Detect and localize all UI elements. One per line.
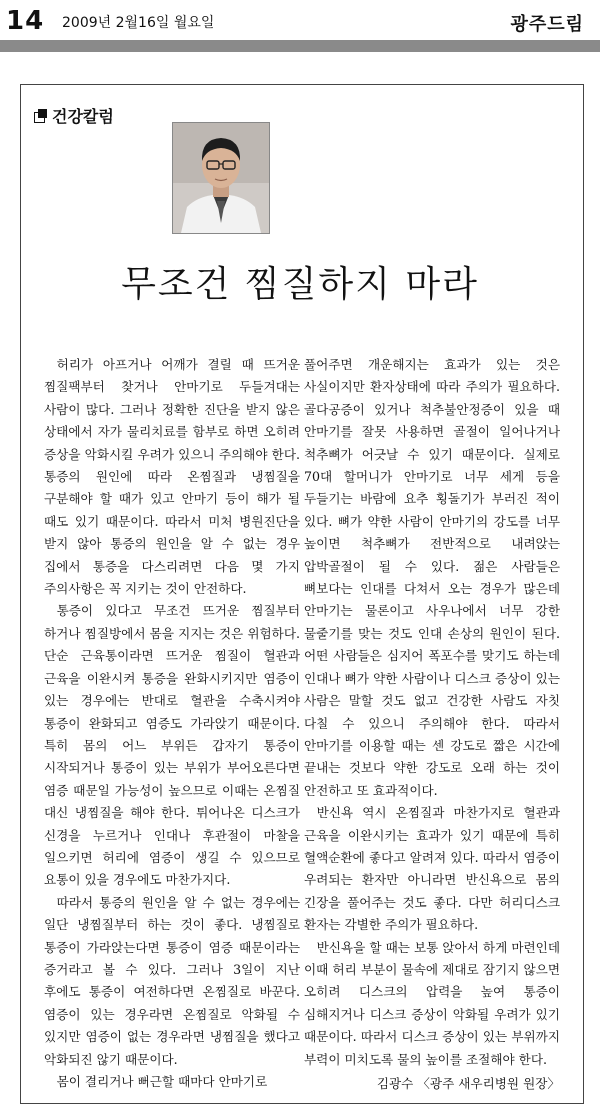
article-column-right bbox=[304, 354, 560, 1095]
article-paragraph: 통증이 있다고 무조건 뜨거운 찜질부터 하거나 찜질방에서 몸을 지지는 것은 위험하다. 단순 근육통이라면 뜨거운 찜질이 혈관과 근육을 이완시켜 통증을 완화시키지만 염증이 있는 경우에는 반대로 혈관을 수축시켜야 통증이 완화되고 염증도 가라앉기 때문이다. 특히 몸의 어느 부위든 갑자기 통증이 시작되거나 통증이 있는 부위가 부어오른다면 염증 때문일 가능성이 높으므로 이때는 온찜질 대신 냉찜질을 해야 한다. 튀어나온 디스크가 신경을 누르거나 인대나 후관절이 마찰을 일으키면 허리에 염증이 생길 수 있으므로 요통이 있을 경우에도 마찬가지다. bbox=[44, 603, 300, 888]
article-paragraph: 반신욕 역시 온찜질과 마찬가지로 혈관과 근육을 이완시키는 효과가 있기 때문에 특히 혈액순환에 좋다고 알려져 있다. 따라서 염증이 우려되는 환자만 아니라면 반신욕으로 몸의 긴장을 풀어주는 것도 좋다. 다만 허리디스크 환자는 각별한 주의가 필요하다. bbox=[304, 805, 560, 933]
article-paragraph: 풀어주면 개운해지는 효과가 있는 것은 사실이지만 환자상태에 따라 주의가 필요하다. 골다공증이 있거나 척추불안정증이 있을 때 안마기를 잘못 사용하면 골절이 일어나거나 척추뼈가 어긋날 수 있기 때문이다. 실제로 70대 할머니가 안마기로 너무 세게 등을 두들기는 바람에 요추 횡돌기가 부러진 적이 있다. 뼈가 약한 사람이 안마기의 강도를 너무 높이면 척추뼈가 전반적으로 내려앉는 압박골절이 될 수 있다. 젊은 사람들은 뼈보다는 인대를 다쳐서 오는 경우가 많은데 안마기는 물론이고 사우나에서 너무 강한 물줄기를 맞는 것도 인대 손상의 원인이 된다. 어떤 사람들은 심지어 폭포수를 맞기도 하는데 인대나 뼈가 약한 사람이나 디스크 증상이 있는 사람은 말할 것도 없고 건강한 사람도 자칫 다칠 수 있으니 주의해야 한다. 따라서 안마기를 이용할 때는 센 강도로 짧은 시간에 끝내는 것보다 약한 강도로 오래 하는 것이 안전하고 또 효과적이다. bbox=[304, 357, 560, 798]
header-rule bbox=[0, 40, 600, 52]
author-byline: 김광수 〈광주 새우리병원 원장〉 bbox=[376, 1076, 560, 1091]
article-paragraph: 반신욕을 할 때는 보통 앉아서 하게 마련인데 이때 허리 부분이 물속에 제대로 잠기지 않으면 오히려 디스크의 압력을 높여 통증이 심해지거나 디스크 증상이 악화될 우려가 있기 때문이다. 따라서 디스크 증상이 있는 부위까지 부력이 미치도록 물의 높이를 조절해야 한다. bbox=[304, 939, 560, 1067]
article-paragraph: 따라서 통증의 원인을 알 수 없는 경우에는 일단 냉찜질부터 하는 것이 좋다. 냉찜질로 통증이 가라앉는다면 통증이 염증 때문이라는 증거라고 볼 수 있다. 그러나 3일이 지난 후에도 통증이 여전하다면 온찜질로 바꾼다. 염증이 있는 경우라면 온찜질로 악화될 수 있지만 염증이 없는 경우라면 냉찜질을 했다고 악화되진 않기 때문이다. bbox=[44, 894, 300, 1067]
author-portrait bbox=[172, 122, 270, 234]
article-column-left bbox=[44, 354, 300, 1093]
issue-date: 2009년 2월16일 월요일 bbox=[62, 15, 215, 31]
page-header bbox=[0, 0, 600, 52]
article-paragraph: 몸이 결리거나 뻐근할 때마다 안마기로 bbox=[56, 1074, 268, 1089]
article-paragraph: 허리가 아프거나 어깨가 결릴 때 뜨거운 찜질팩부터 찾거나 안마기로 두들겨대는 사람이 많다. 그러나 정확한 진단을 받지 않은 상태에서 자가 물리치료를 함부로 하면 오히려 증상을 악화시킬 우려가 있으니 주의해야 한다. 통증의 원인에 따라 온찜질과 냉찜질을 구분해야 할 때가 있고 안마기 등이 해가 될 때도 있기 때문이다. 따라서 미처 병원진단을 받지 않아 통증의 원인을 알 수 없는 경우 집에서 통증을 다스리려면 다음 몇 가지 주의사항은 꼭 지키는 것이 안전하다. bbox=[44, 357, 300, 597]
article-headline: 무조건 찜질하지 마라 bbox=[121, 264, 479, 305]
newspaper-name: 광주드림 bbox=[510, 14, 584, 35]
section-title: 건강칼럼 bbox=[52, 107, 114, 126]
section-label bbox=[34, 104, 114, 127]
section-square-icon bbox=[34, 109, 48, 123]
author-photo-image bbox=[173, 123, 269, 233]
page-number: 14 bbox=[6, 6, 45, 36]
